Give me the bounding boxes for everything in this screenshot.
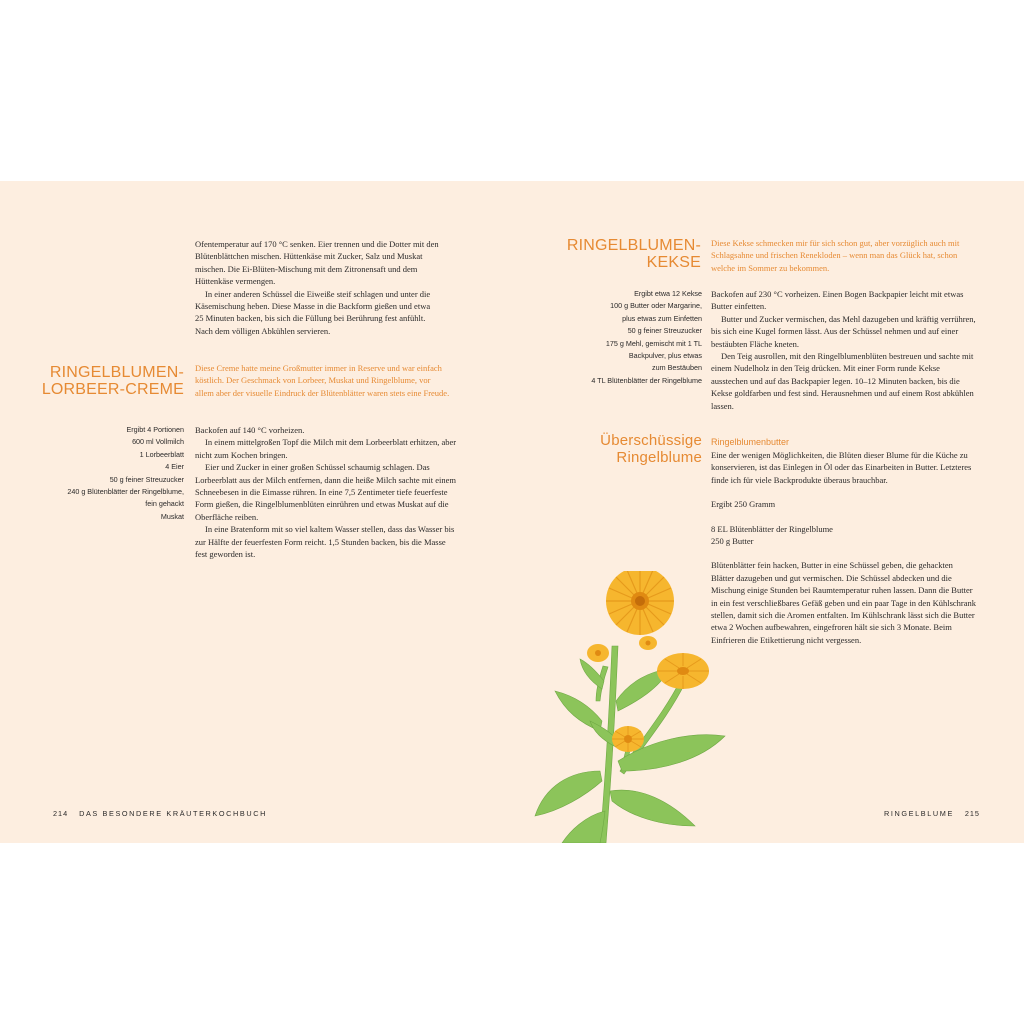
ingredient-item: 8 EL Blütenblätter der Ringelblume xyxy=(711,523,833,534)
recipe-step: Backofen auf 140 °C vorheizen. xyxy=(195,425,305,435)
recipe-intro: Diese Kekse schmecken mir für sich schon gut, aber vorzüglich auch mit Schlagsahne und frischen Renekloden – wenn man das Glück hat, schon welche im Sommer zu bekommen. xyxy=(711,238,960,273)
paragraph: Eine der wenigen Möglichkeiten, die Blüten dieser Blume für die Küche zu konservieren, ist das Einlegen in Öl oder das Einarbeiten in Butter. Letzteres finde ich für viele Backprodukte überaus brauchbar. xyxy=(711,450,972,485)
recipe-steps xyxy=(711,288,978,412)
method-paragraph: Blütenblätter fein hacken, Butter in eine Schüssel geben, die gehackten Blätter dazugeben und gut vermischen. Die Schüssel abdecken und die Mischung einige Stunden bei Raumtemperatur ruhen lassen. Dann die Butter in ein fest verschließbares Gefäß geben und ein paar Tage in den Kühlschrank stellen, damit sich die Aromen entfalten. Im Kühlschrank lässt sich die Butter etwa 2 Wochen aufbewahren, eingefroren hält sie sich 3 Monate. Beim Einfrieren die Etikettierung nicht vergessen. xyxy=(711,560,977,645)
ingredient-item: 240 g Blütenblätter der Ringelblume, xyxy=(67,487,184,497)
ingredient-item: 1 Lorbeerblatt xyxy=(139,449,184,459)
recipe-title-lorbeer-creme: RINGELBLUMEN- LORBEER-CREME xyxy=(41,364,184,398)
ingredient-item: zum Bestäuben xyxy=(652,363,702,373)
paragraph: Ofentemperatur auf 170 °C senken. Eier trennen und die Dotter mit den Blütenblättchen mischen. Hüttenkäse mit Zucker, Salz und Muskat mischen. Die Ei-Blüten-Mischung mit dem Zitronensaft und dem Hüttenkäse vermengen. xyxy=(195,239,439,287)
ingredient-item: Ergibt 4 Portionen xyxy=(126,425,184,434)
recipe-step: In eine Bratenform mit so viel kaltem Wasser stellen, dass das Wasser bis zur Hälfte der feuerfesten Form reicht. 1,5 Stunden backen, bis die Masse fest geworden ist. xyxy=(195,524,455,560)
section-title-leftovers: Überschüssige Ringelblume xyxy=(600,432,702,466)
ingredient-item: Muskat xyxy=(160,511,184,521)
page-number: 215 xyxy=(964,809,980,818)
leftovers-text xyxy=(711,449,977,646)
recipe-intro: Diese Creme hatte meine Großmutter immer in Reserve und war einfach köstlich. Der Geschmack von Lorbeer, Muskat und Ringelblume, vor allem aber der visuelle Eindruck der Blütenblätter waren stets eine Freude. xyxy=(195,363,450,398)
page-number: 214 xyxy=(53,809,69,818)
right-page-footer xyxy=(884,809,980,818)
ingredient-item: Backpulver, plus etwas xyxy=(628,351,702,361)
ingredients-list xyxy=(20,424,184,523)
recipe-step: Eier und Zucker in einer großen Schüssel schaumig schlagen. Das Lorbeerblatt aus der Milch entfernen, dann die heiße Milch sachte mit einem Schneebesen in die Eimasse rühren. In eine 7,5 Zentimeter tiefe feuerfeste Form gießen, die Ringelblumenblüten einrühren und etwas Muskat auf die Oberfläche reiben. xyxy=(195,462,457,522)
recipe-step: Backofen auf 230 °C vorheizen. Einen Bogen Backpapier leicht mit etwas Butter einfetten. xyxy=(711,289,964,312)
recipe-steps xyxy=(195,424,457,560)
ingredient-item: 250 g Butter xyxy=(711,536,754,547)
running-title: DAS BESONDERE KRÄUTERKOCHBUCH xyxy=(79,809,267,818)
ingredient-item: Ergibt etwa 12 Kekse xyxy=(634,289,702,298)
ingredient-item: 175 g Mehl, gemischt mit 1 TL xyxy=(605,338,702,348)
yield-text: Ergibt 250 Gramm xyxy=(711,499,776,510)
continued-recipe-text xyxy=(195,238,440,337)
ingredient-item: plus etwas zum Einfetten xyxy=(622,313,702,323)
ingredient-item: 4 TL Blütenblätter der Ringelblume xyxy=(591,375,702,385)
ingredients-list xyxy=(540,288,702,387)
subheading: Ringelblumenbutter xyxy=(711,437,790,447)
paragraph: In einer anderen Schüssel die Eiweiße steif schlagen und unter die Käsemischung heben. Diese Masse in die Backform gießen und etwa 25 Minuten backen, bis sich die Füllung bei Berührung fest anfühlt. Nach dem völligen Abkühlen servieren. xyxy=(195,288,431,336)
recipe-step: Butter und Zucker vermischen, das Mehl dazugeben und kräftig verrühren, bis sich eine Kugel formen lässt. Aus der Schüssel nehmen und auf einer bestäubten Fläche kneten. xyxy=(711,313,976,349)
ingredient-item: fein gehackt xyxy=(145,499,184,509)
ingredient-item: 4 Eier xyxy=(165,462,184,472)
ingredient-item: 50 g feiner Streuzucker xyxy=(627,326,702,336)
ingredient-item: 600 ml Vollmilch xyxy=(132,437,184,447)
ingredient-item: 100 g Butter oder Margarine, xyxy=(610,301,702,311)
book-spread xyxy=(0,181,1024,843)
recipe-step: Den Teig ausrollen, mit den Ringelblumenblüten bestreuen und sachte mit einem Nudelholz in den Teig drücken. Mit einer Form runde Kekse ausstechen und auf das Backpapier legen. 10–12 Minuten backen, bis die Kekse goldfarben und fest sind. Herausnehmen und auf einem Rost abkühlen lassen. xyxy=(711,351,974,411)
left-page-footer xyxy=(53,809,267,818)
running-title: RINGELBLUME xyxy=(884,809,954,818)
recipe-title-kekse: RINGELBLUMEN- KEKSE xyxy=(566,237,701,271)
recipe-step: In einem mittelgroßen Topf die Milch mit dem Lorbeerblatt erhitzen, aber nicht zum Kochen bringen. xyxy=(195,437,457,460)
calendula-flower-icon xyxy=(530,571,730,843)
ingredient-item: 50 g feiner Streuzucker xyxy=(109,474,184,484)
